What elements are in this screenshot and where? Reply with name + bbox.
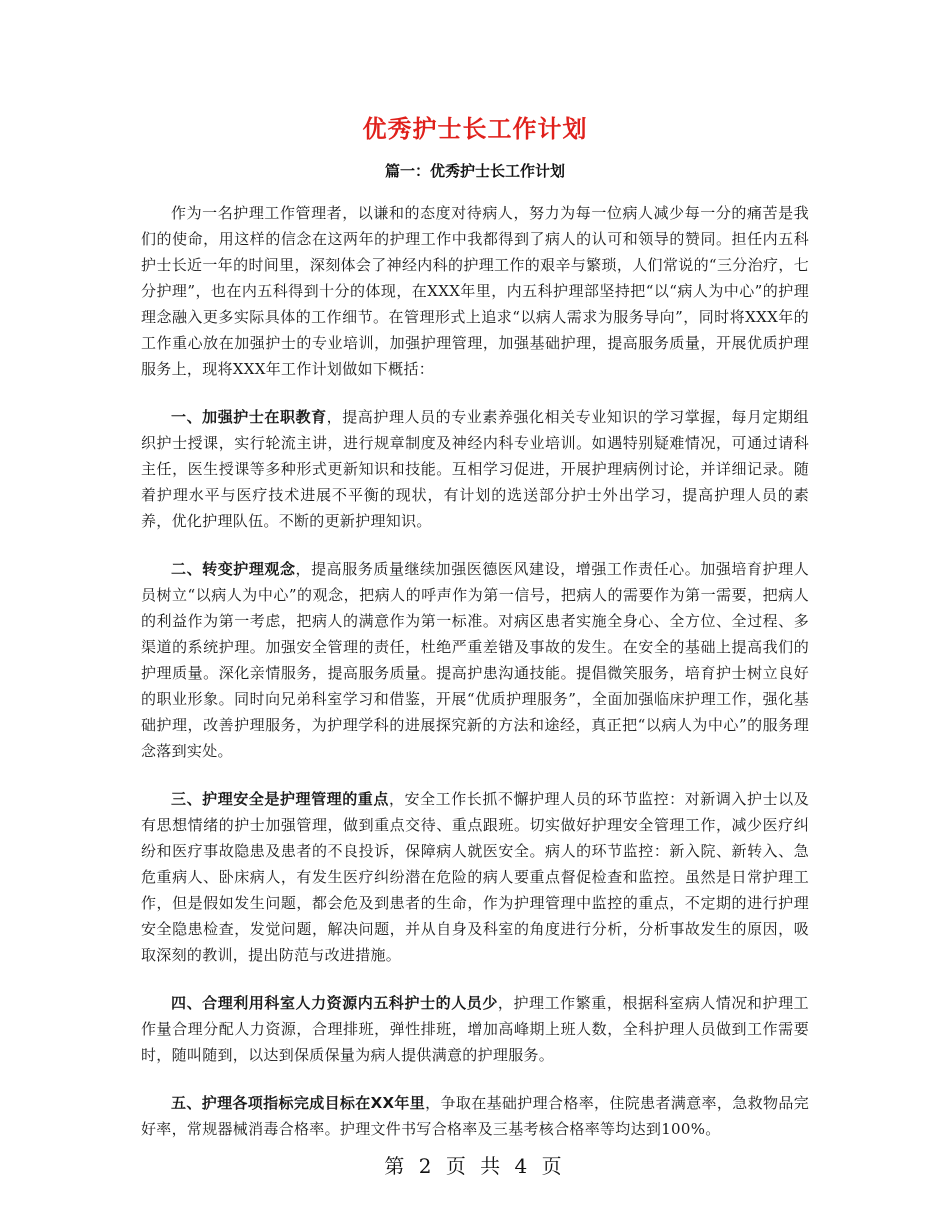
paragraph-section-2 [141, 556, 809, 764]
paragraph-text: ，提高护理人员的专业素养强化相关专业知识的学习掌握，每月定期组织护士授课，实行轮流主讲，进行规章制度及神经内科专业培训。如遇特别疑难情况，可通过请科主任，医生授课等多种形式更新知识和技能。互相学习促进，开展护理病例讨论，并详细记录。随着护理水平与医疗技术进展不平衡的现状，有计划的选送部分护士外出学习，提高护理人员的素养，优化护理队伍。不断的更新护理知识。 [141, 408, 809, 530]
paragraph-text: ，提高服务质量继续加强医德医风建设，增强工作责任心。加强培育护理人员树立“以病人为中心”的观念，把病人的呼声作为第一信号，把病人的需要作为第一需要，把病人的利益作为第一考虑，把病人的满意作为第一标准。对病区患者实施全身心、全方位、全过程、多渠道的系统护理。加强安全管理的责任，杜绝严重差错及事故的发生。在安全的基础上提高我们的护理质量。深化亲情服务，提高服务质量。提高护患沟通技能。提倡微笑服务，培育护士树立良好的职业形象。同时向兄弟科室学习和借鉴，开展“优质护理服务”，全面加强临床护理工作，强化基础护理，改善护理服务，为护理学科的进展探究新的方法和途经，真正把“以病人为中心”的服务理念落到实处。 [141, 560, 810, 760]
paragraph-section-4 [141, 990, 809, 1068]
paragraph-heading: 四、合理利用科室人力资源内五科护士的人员少 [171, 994, 498, 1012]
paragraph-heading: 二、转变护理观念 [171, 560, 296, 578]
paragraph-section-3 [141, 786, 809, 968]
paragraph-heading: 一、加强护士在职教育 [171, 408, 327, 426]
paragraph-text: ，护理工作繁重，根据科室病人情况和护理工作量合理分配人力资源，合理排班，弹性排班，增加高峰期上班人数，全科护理人员做到工作需要时，随叫随到，以达到保质保量为病人提供满意的护理服务。 [141, 994, 809, 1064]
document-body [141, 200, 809, 1164]
paragraph-heading: 五、护理各项指标完成目标在XX年里 [171, 1094, 426, 1112]
paragraph-section-5 [141, 1090, 809, 1142]
page-number-footer: 第 2 页 共 4 页 [384, 1154, 566, 1178]
paragraph-text: ，安全工作长抓不懈护理人员的环节监控：对新调入护士以及有思想情绪的护士加强管理，做到重点交待、重点跟班。切实做好护理安全管理工作，减少医疗纠纷和医疗事故隐患及患者的不良投诉，保障病人就医安全。病人的环节监控：新入院、新转入、急危重病人、卧床病人，有发生医疗纠纷潜在危险的病人要重点督促检查和监控。虽然是日常护理工作，但是假如发生问题，都会危及到患者的生命，作为护理管理中监控的重点，不定期的进行护理安全隐患检查，发觉问题，解决问题，并从自身及科室的角度进行分析，分析事故发生的原因，吸取深刻的教训，提出防范与改进措施。 [141, 790, 810, 964]
paragraph-text: 作为一名护理工作管理者，以谦和的态度对待病人，努力为每一位病人减少每一分的痛苦是我们的使命，用这样的信念在这两年的护理工作中我都得到了病人的认可和领导的赞同。担任内五科护士长近一年的时间里，深刻体会了神经内科的护理工作的艰辛与繁琐，人们常说的“三分治疗，七分护理”，也在内五科得到十分的体现，在XXX年里，内五科护理部坚持把“以“病人为中心”的护理理念融入更多实际具体的工作细节。在管理形式上追求“以病人需求为服务导向”，同时将XXX年的工作重心放在加强护士的专业培训，加强护理管理，加强基础护理，提高服务质量，开展优质护理服务上，现将XXX年工作计划做如下概括： [141, 204, 809, 378]
paragraph-intro [141, 200, 809, 382]
paragraph-section-1 [141, 404, 809, 534]
paragraph-heading: 三、护理安全是护理管理的重点 [171, 790, 389, 808]
paragraph-text: ，争取在基础护理合格率，住院患者满意率，急救物品完好率，常规器械消毒合格率。护理文件书写合格率及三基考核合格率等均达到100%。 [141, 1094, 809, 1138]
document-subtitle: 篇一：优秀护士长工作计划 [384, 162, 565, 180]
document-title: 优秀护士长工作计划 [362, 115, 588, 143]
